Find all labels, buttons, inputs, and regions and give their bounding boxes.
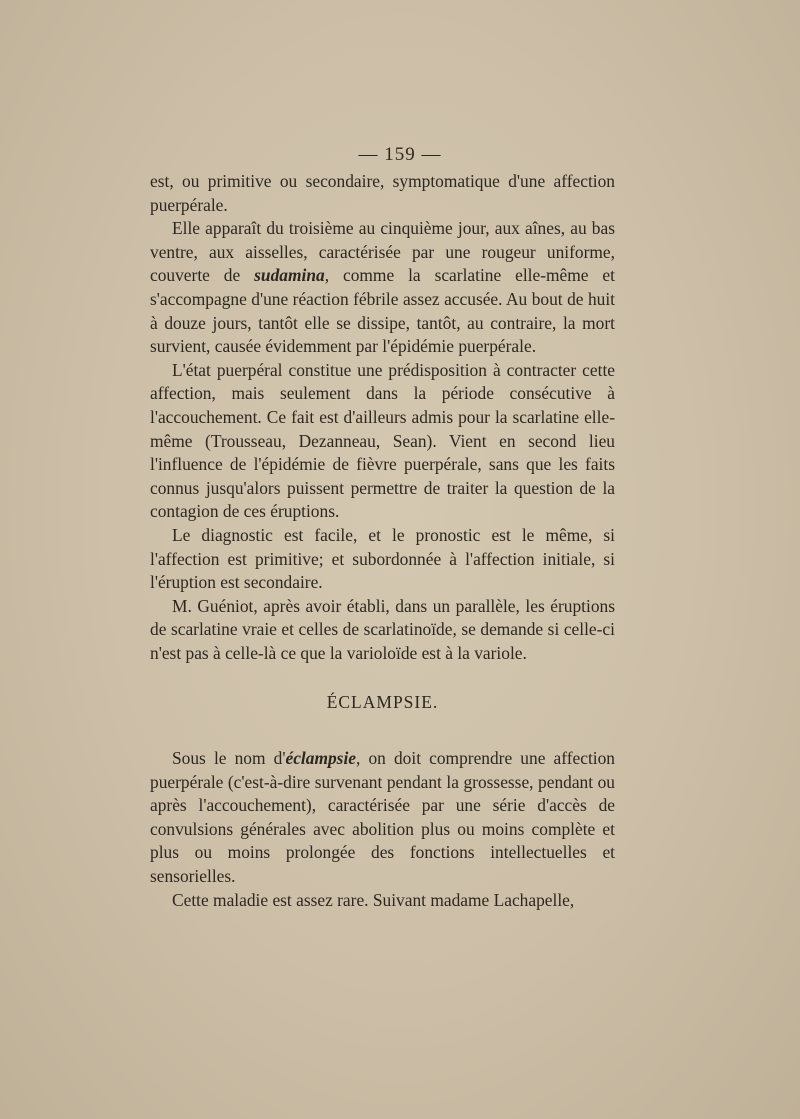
section-title: ÉCLAMPSIE. bbox=[326, 692, 439, 713]
text-run: L'état puerpéral constitue une prédisposition à contracter cette affection, mais seulement dans la période consécutive à l'accouchement. Ce fait est d'ailleurs admis pour la scarlatine elle-même (Trousseau, Dezanneau, Sean). Vient en second lieu l'influence de l'épidémie de fièvre puerpérale, sans que les faits connus jusqu'alors puissent permettre de traiter la question de la contagion de ces éruptions. bbox=[150, 359, 615, 522]
paragraph-diagnosis bbox=[150, 524, 615, 595]
text-run: M. Guéniot, après avoir établi, dans un parallèle, les éruptions de scarlatine vraie et celles de scarlatinoïde, se demande si celle-ci n'est pas à celle-là ce que la varioloïde est à la variole. bbox=[150, 595, 615, 663]
paragraph-gueniot bbox=[150, 595, 615, 666]
paragraph-rarity bbox=[150, 889, 615, 913]
text-run: Elle apparaît du troisième au cinquième jour, aux aînes, au bas ventre, aux aisselles, caractérisée par une rougeur uniforme, couverte de bbox=[150, 218, 615, 286]
paragraph-predisposition bbox=[150, 359, 615, 524]
text-run: Le diagnostic est facile, et le pronostic est le même, si l'affection est primitive; et subordonnée à l'affection initiale, si l'éruption est secondaire. bbox=[150, 524, 615, 593]
paragraph-eclampsia-definition bbox=[150, 747, 615, 889]
text-run: , on doit comprendre une affection puerpérale (c'est-à-dire survenant pendant la grossesse, pendant ou après l'accouchement), caractérisée par une série d'accès de convulsions générales avec abolition plus ou moins complète et plus ou moins prolongée des fonctions intellectuelles et sensorielles. bbox=[150, 748, 616, 887]
italic-term-sudamina: sudamina bbox=[254, 265, 325, 286]
text-run: Sous le nom d' bbox=[172, 748, 286, 769]
text-run: est, ou primitive ou secondaire, symptomatique d'une affection puerpérale. bbox=[150, 171, 615, 215]
paragraph-eruption-description bbox=[150, 217, 615, 359]
italic-term-eclampsie: éclampsie bbox=[285, 748, 356, 769]
page-number-header: — 159 — bbox=[358, 144, 442, 165]
text-run: , comme la scarlatine elle-même et s'accompagne d'une réaction fébrile assez accusée. Au bout de huit à douze jours, tantôt elle se dissipe, tantôt, au contraire, la mort survient, causée évidemment par l'épidémie puerpérale. bbox=[150, 265, 615, 357]
text-run: Cette maladie est assez rare. Suivant madame Lachapelle, bbox=[172, 889, 575, 910]
body-text bbox=[150, 170, 615, 912]
paragraph-continuation bbox=[150, 170, 615, 217]
